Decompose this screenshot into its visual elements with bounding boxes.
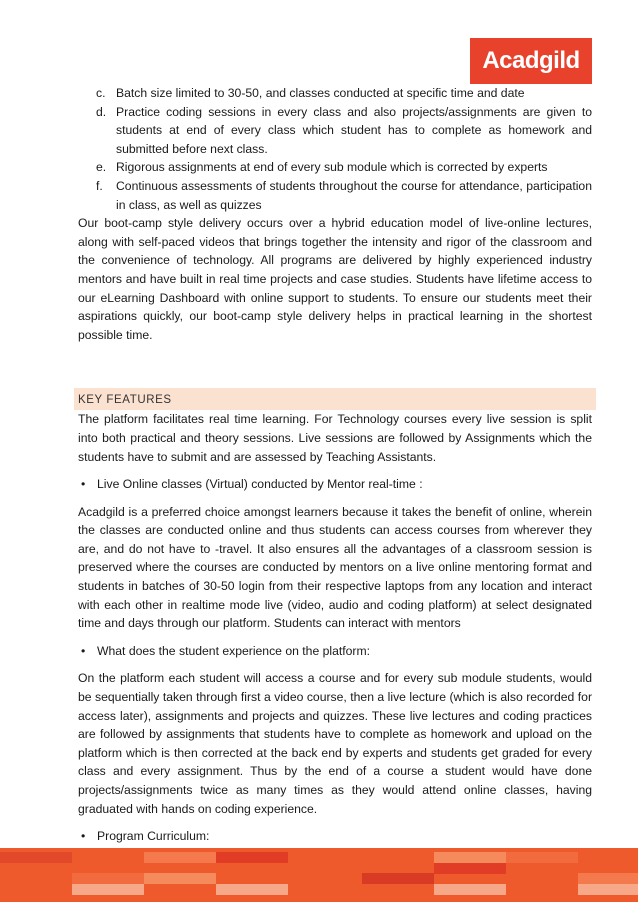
bullet-student-experience: • What does the student experience on the platform: (78, 642, 592, 661)
bullet-dot-icon: • (81, 477, 86, 492)
bullet-program-curriculum: • Program Curriculum: (78, 827, 592, 846)
list-item: c. Batch size limited to 30-50, and classes conducted at specific time and date (96, 86, 525, 100)
list-item: e. Rigorous assignments at end of every sub module which is corrected by experts (96, 160, 548, 175)
list-item: f. Continuous assessments of students throughout the course for attendance, participation in class, as well as quizzes (96, 178, 592, 212)
footer-decorative-band (0, 848, 638, 902)
feature-sublist (78, 84, 592, 214)
acadgild-paragraph: Acadgild is a preferred choice amongst learners because it takes the benefit of online, wherein the classes are conducted online and thus students can access courses from wherever they are, and do not have to -travel. It also ensures all the advantages of a classroom session is preserved where the courses are conducted by mentors on a live online mentoring format and students in batches of 30-50 login from their respective laptops from any location and interact with each other in realtime mode live (video, audio and coding platform) at select designated time and days through our platform. Students can interact with mentors (78, 504, 592, 631)
acadgild-logo (470, 38, 592, 84)
platform-paragraph: The platform facilitates real time learning. For Technology courses every live session is split into both practical and theory sessions. Live sessions are followed by Assignments which the students have to submit and are assessed by Teaching Assistants. (78, 412, 592, 464)
list-item: d. Practice coding sessions in every class and also projects/assignments are given to students at end of every class which student has to complete as homework and submitted before next class. (96, 104, 592, 156)
bullet-live-classes: • Live Online classes (Virtual) conducted by Mentor real-time : (78, 475, 592, 494)
experience-paragraph: On the platform each student will access a course and for every sub module students, would be sequentially taken through first a video course, then a live lecture (which is also recorded for access later), assignments and projects and quizzes. These live lectures and coding practices are followed by assignments that students have to complete as homework and upload on the platform which is then corrected at the back end by experts and students get graded for every class and every assignment. Thus by the end of a course a student would have done projects/assignments twice as many times as they would attend online classes, having graduated with hands on coding experience. (78, 671, 592, 816)
document-body (78, 84, 592, 846)
bullet-dot-icon: • (81, 829, 86, 844)
key-features-heading: KEY FEATURES (74, 388, 596, 410)
bullet-dot-icon: • (81, 643, 86, 658)
logo-text: Acadgild (482, 47, 580, 74)
bootcamp-paragraph: Our boot-camp style delivery occurs over a hybrid education model of live-online lectures, along with self-paced videos that brings together the intensity and rigor of the classroom and the convenience of technology. All programs are delivered by highly experienced industry mentors and have built in real time projects and case studies. Students have lifetime access to our eLearning Dashboard with online support to students. To ensure our students meet their aspirations quickly, our boot-camp style delivery helps in practical learning in the shortest possible time. (78, 216, 592, 342)
